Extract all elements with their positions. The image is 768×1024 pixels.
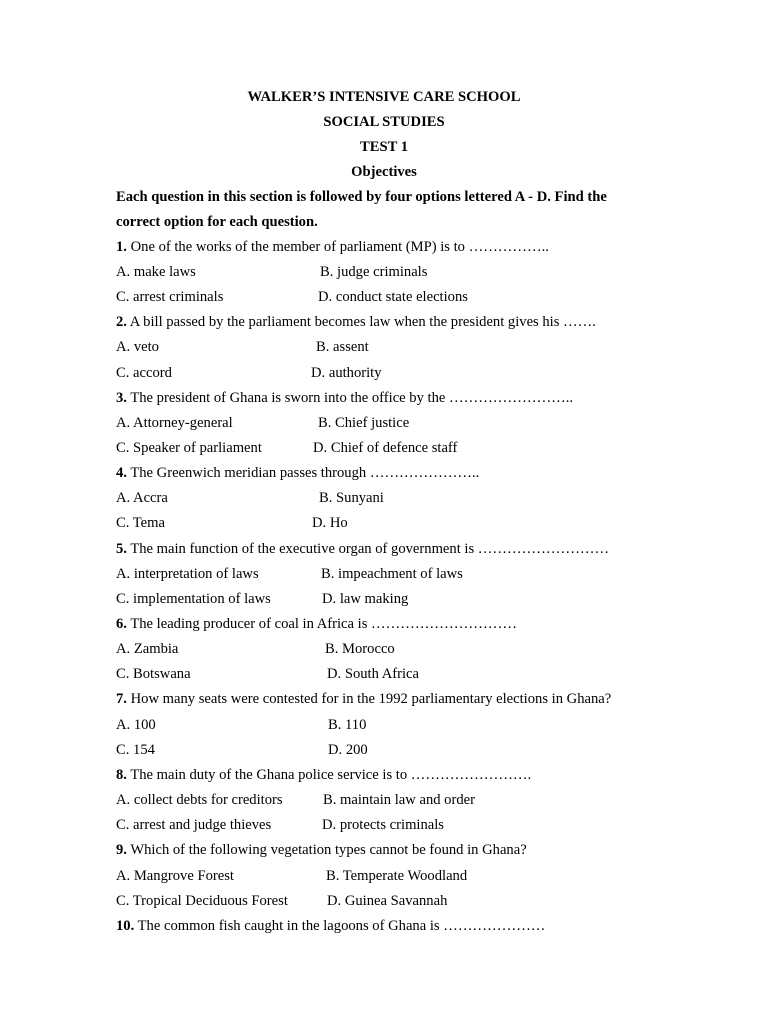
option-b: B. Temperate Woodland bbox=[326, 868, 468, 884]
test-title: TEST 1 bbox=[360, 139, 408, 155]
option-c: C. Speaker of parliament bbox=[116, 440, 262, 456]
option-c: C. Tema bbox=[116, 515, 165, 531]
question-number: 4. bbox=[116, 465, 127, 481]
question-4 bbox=[116, 463, 479, 483]
question-text: Which of the following vegetation types cannot be found in Ghana? bbox=[126, 842, 527, 858]
option-c: C. arrest criminals bbox=[116, 289, 224, 305]
subject-title: SOCIAL STUDIES bbox=[323, 114, 445, 130]
option-b: B. Morocco bbox=[325, 641, 395, 657]
question-text: The main duty of the Ghana police service is to ……………………. bbox=[126, 767, 532, 783]
option-b: B. Sunyani bbox=[319, 490, 384, 506]
question-text: A bill passed by the parliament becomes law when the president gives his ……. bbox=[126, 314, 596, 330]
option-b: B. maintain law and order bbox=[323, 792, 475, 808]
option-a: A. Zambia bbox=[116, 641, 179, 657]
question-number: 10. bbox=[116, 918, 135, 934]
option-d: D. conduct state elections bbox=[318, 289, 468, 305]
question-text: The Greenwich meridian passes through ………………….. bbox=[126, 465, 480, 481]
section-title: Objectives bbox=[351, 164, 417, 180]
question-number: 5. bbox=[116, 541, 127, 557]
option-c: C. 154 bbox=[116, 742, 155, 758]
question-9 bbox=[116, 840, 527, 860]
question-8 bbox=[116, 765, 531, 785]
question-number: 9. bbox=[116, 842, 127, 858]
option-a: A. veto bbox=[116, 339, 159, 355]
question-number: 6. bbox=[116, 616, 127, 632]
instructions-line-1: Each question in this section is followed by four options lettered A - D. Find the bbox=[116, 189, 607, 205]
option-c: C. implementation of laws bbox=[116, 591, 271, 607]
question-3 bbox=[116, 388, 573, 408]
option-b: B. impeachment of laws bbox=[321, 566, 463, 582]
question-6 bbox=[116, 614, 517, 634]
question-number: 3. bbox=[116, 390, 127, 406]
option-a: A. Attorney-general bbox=[116, 415, 233, 431]
option-a: A. make laws bbox=[116, 264, 196, 280]
option-d: D. Chief of defence staff bbox=[313, 440, 458, 456]
option-d: D. South Africa bbox=[327, 666, 420, 682]
option-d: D. protects criminals bbox=[322, 817, 444, 833]
option-a: A. Mangrove Forest bbox=[116, 868, 234, 884]
question-text: One of the works of the member of parliament (MP) is to …………….. bbox=[126, 239, 549, 255]
question-number: 1. bbox=[116, 239, 127, 255]
option-c: C. Tropical Deciduous Forest bbox=[116, 893, 288, 909]
option-d: D. Ho bbox=[312, 515, 348, 531]
question-1 bbox=[116, 237, 549, 257]
school-name: WALKER’S INTENSIVE CARE SCHOOL bbox=[247, 89, 521, 105]
option-b: B. assent bbox=[316, 339, 369, 355]
question-text: How many seats were contested for in the 1992 parliamentary elections in Ghana? bbox=[126, 691, 612, 707]
option-a: A. interpretation of laws bbox=[116, 566, 259, 582]
option-a: A. 100 bbox=[116, 717, 156, 733]
question-number: 8. bbox=[116, 767, 127, 783]
question-10 bbox=[116, 916, 545, 936]
option-b: B. Chief justice bbox=[318, 415, 410, 431]
option-b: B. 110 bbox=[328, 717, 367, 733]
question-text: The leading producer of coal in Africa is ………………………… bbox=[126, 616, 517, 632]
question-number: 7. bbox=[116, 691, 127, 707]
question-number: 2. bbox=[116, 314, 127, 330]
instructions-line-2: correct option for each question. bbox=[116, 214, 318, 230]
option-a: A. Accra bbox=[116, 490, 168, 506]
option-d: D. Guinea Savannah bbox=[327, 893, 448, 909]
question-7 bbox=[116, 689, 611, 709]
option-c: C. Botswana bbox=[116, 666, 191, 682]
option-d: D. 200 bbox=[328, 742, 368, 758]
question-text: The common fish caught in the lagoons of Ghana is ………………… bbox=[134, 918, 546, 934]
option-b: B. judge criminals bbox=[320, 264, 428, 280]
option-c: C. arrest and judge thieves bbox=[116, 817, 272, 833]
option-a: A. collect debts for creditors bbox=[116, 792, 283, 808]
question-text: The main function of the executive organ of government is ……………………… bbox=[126, 541, 610, 557]
option-c: C. accord bbox=[116, 365, 172, 381]
option-d: D. authority bbox=[311, 365, 382, 381]
option-d: D. law making bbox=[322, 591, 409, 607]
question-2 bbox=[116, 312, 596, 332]
question-text: The president of Ghana is sworn into the office by the …………………….. bbox=[126, 390, 574, 406]
question-5 bbox=[116, 539, 609, 559]
